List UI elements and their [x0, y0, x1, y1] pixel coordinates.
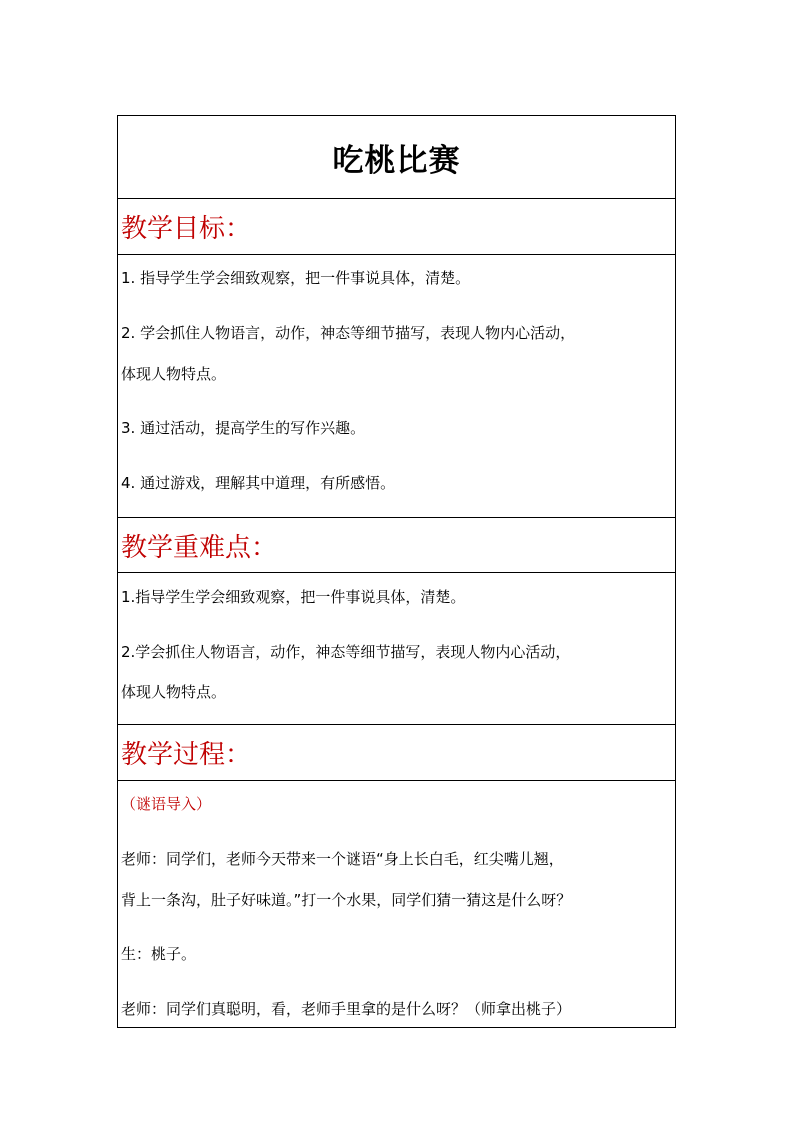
key-points-heading: 教学重难点： — [121, 532, 278, 563]
objectives-content-row — [118, 255, 675, 518]
objective-line-1: 1. 指导学生学会细致观察，把一件事说具体，清楚。 — [121, 269, 471, 287]
process-heading-row — [118, 725, 675, 781]
objectives-heading: 教学目标： — [121, 214, 252, 244]
objective-line-2: 2. 学会抓住人物语言，动作，神态等细节描写，表现人物内心活动， — [121, 324, 576, 342]
key-points-content-row — [118, 573, 675, 725]
process-line-student-answer: 生：桃子。 — [121, 945, 197, 963]
key-point-line-2: 2.学会抓住人物语言，动作，神态等细节描写，表现人物内心活动， — [121, 643, 571, 661]
objectives-heading-row — [118, 199, 675, 255]
process-heading: 教学过程： — [121, 740, 252, 770]
key-point-line-2-cont: 体现人物特点。 — [121, 683, 227, 701]
process-line-teacher-riddle-cont: 背上一条沟，肚子好味道。”打一个水果，同学们猜一猜这是什么呀？ — [121, 891, 572, 909]
key-points-heading-row — [118, 518, 675, 573]
objective-line-4: 4. 通过游戏，理解其中道理，有所感悟。 — [121, 474, 396, 492]
objective-line-3: 3. 通过活动，提高学生的写作兴趣。 — [121, 419, 366, 437]
process-line-teacher-riddle: 老师：同学们，老师今天带来一个谜语“身上长白毛，红尖嘴儿翘， — [121, 850, 564, 868]
process-line-teacher-peach: 老师：同学们真聪明，看，老师手里拿的是什么呀？（师拿出桃子） — [121, 1000, 572, 1018]
document-title: 吃桃比赛 — [332, 142, 461, 179]
title-row — [118, 116, 675, 199]
objective-line-2-cont: 体现人物特点。 — [121, 365, 227, 383]
lesson-plan-table — [117, 115, 676, 1028]
process-line-riddle-intro: （谜语导入） — [121, 795, 212, 813]
process-content-row — [118, 781, 675, 1029]
key-point-line-1: 1.指导学生学会细致观察，把一件事说具体，清楚。 — [121, 588, 466, 606]
